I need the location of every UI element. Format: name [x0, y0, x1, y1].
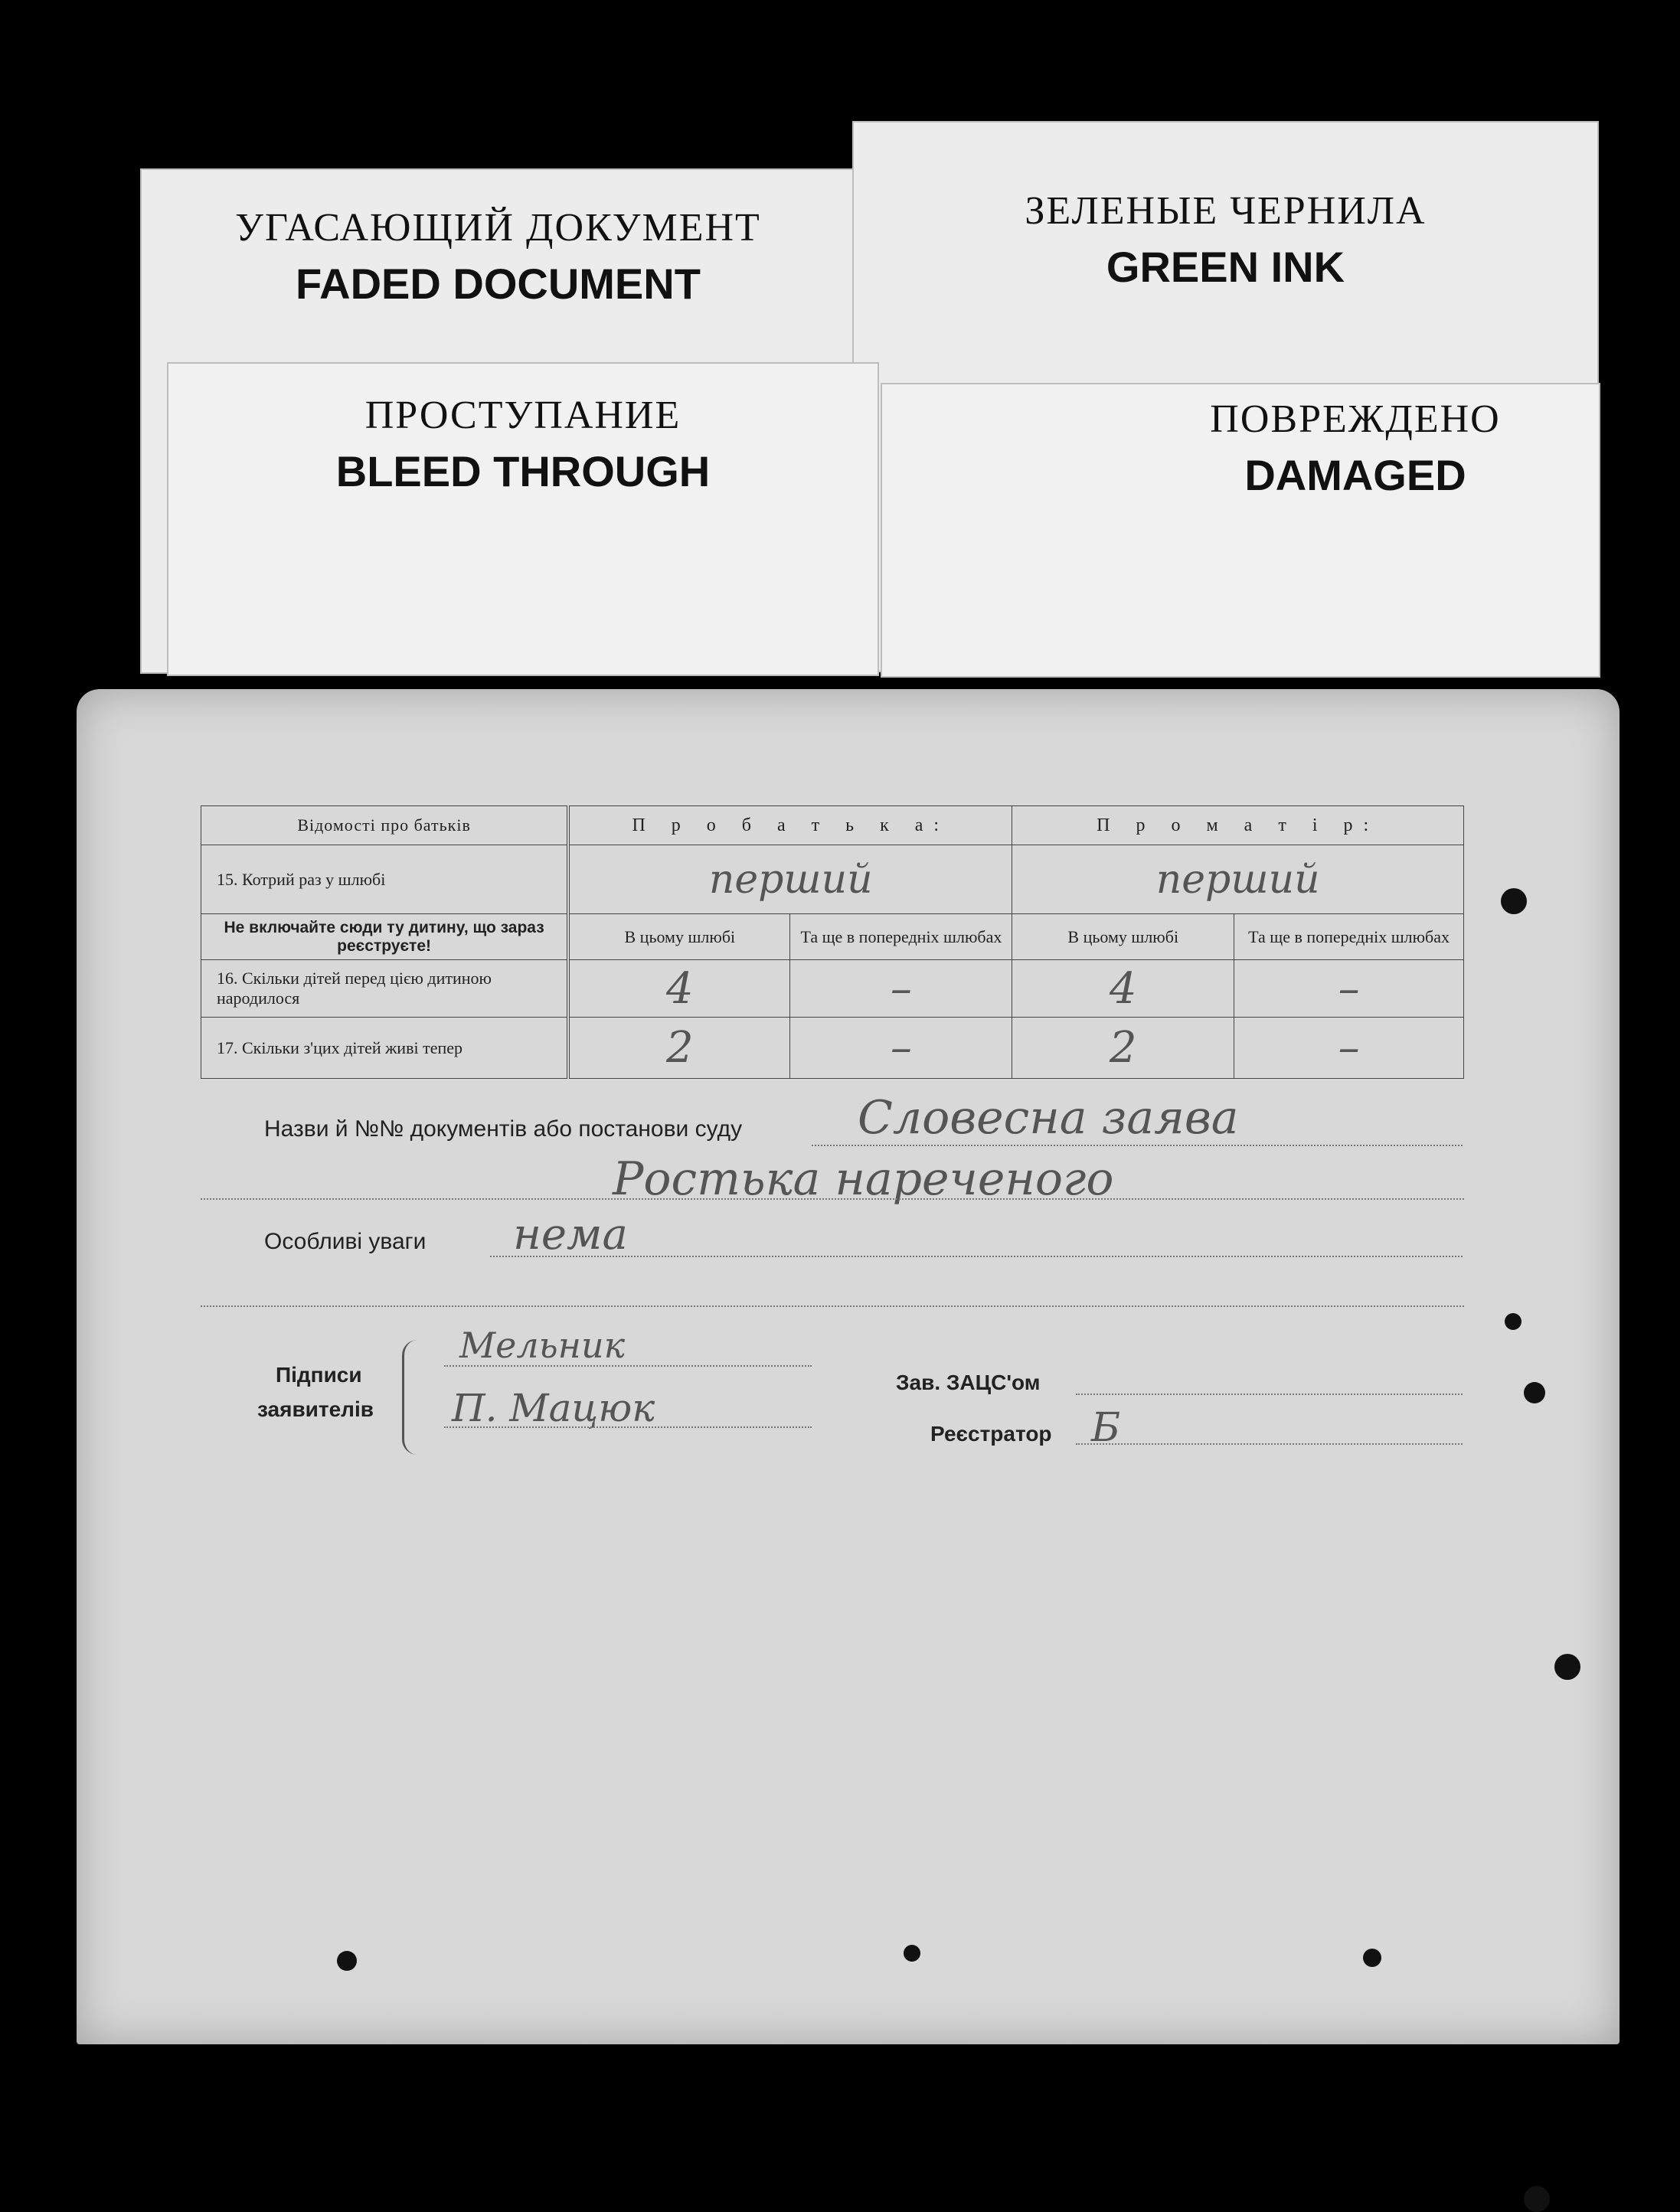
row15-father: перший	[568, 845, 1012, 914]
header-mother: П р о м а т і р:	[1012, 806, 1464, 845]
punch-hole	[1524, 1382, 1545, 1403]
bleed-through-card	[167, 362, 879, 676]
row15-label: 15. Котрий раз у шлюбі	[201, 845, 569, 914]
row17-mother-previous: –	[1234, 1018, 1464, 1079]
notes-value: нема	[513, 1210, 628, 1260]
head-registry-label: Зав. ЗАЦС'ом	[896, 1371, 1041, 1394]
signature-2: П. Мацюк	[452, 1386, 655, 1430]
green-en-label: GREEN INK	[1106, 243, 1345, 291]
head-registry-line	[1076, 1394, 1463, 1395]
row16-mother-previous: –	[1234, 960, 1464, 1018]
damaged-card	[881, 383, 1600, 678]
signature-1: Мельник	[459, 1325, 626, 1366]
table-row	[201, 845, 1464, 914]
faded-ru-label: УГАСАЮЩИЙ ДОКУМЕНТ	[235, 206, 761, 250]
punch-hole	[904, 1945, 920, 1962]
damaged-ru-label: ПОВРЕЖДЕНО	[1210, 397, 1501, 441]
green-ru-label: ЗЕЛЕНЫЕ ЧЕРНИЛА	[1025, 189, 1427, 233]
subheader-mother-previous: Та ще в попередніх шлюбах	[1234, 914, 1464, 960]
row16-father-previous: –	[790, 960, 1012, 1018]
signatures-label-2: заявителів	[257, 1397, 374, 1421]
row16-label: 16. Скільки дітей перед цією дитиною народилося	[201, 960, 569, 1018]
subheader-note: Не включайте сюди ту дитину, що зараз реєструєте!	[201, 914, 569, 960]
signature-line-1	[444, 1365, 812, 1367]
row16-mother-this: 4	[1012, 960, 1234, 1018]
subheader-mother-this: В цьому шлюбі	[1012, 914, 1234, 960]
punch-hole	[1501, 888, 1527, 914]
table-subheader-row	[201, 914, 1464, 960]
table-row	[201, 1018, 1464, 1079]
punch-hole	[337, 1951, 357, 1971]
documents-line-1	[812, 1145, 1463, 1146]
documents-label: Назви й №№ документів або постанови суду	[264, 1116, 743, 1142]
punch-hole	[1524, 2186, 1550, 2212]
documents-value-2: Ростька нареченого	[613, 1152, 1114, 1206]
row17-father-this: 2	[568, 1018, 790, 1079]
subheader-father-this: В цьому шлюбі	[568, 914, 790, 960]
signatures-label-1: Підписи	[276, 1363, 362, 1387]
table-row	[201, 960, 1464, 1018]
documents-line-2	[201, 1198, 1464, 1200]
table-header-row	[201, 806, 1464, 845]
row17-mother-this: 2	[1012, 1018, 1234, 1079]
registrar-label: Реєстратор	[930, 1422, 1052, 1446]
row17-father-previous: –	[790, 1018, 1012, 1079]
header-father: П р о б а т ь к а:	[568, 806, 1012, 845]
notes-line-1	[490, 1256, 1463, 1257]
faded-en-label: FADED DOCUMENT	[296, 260, 701, 308]
notes-line-2	[201, 1305, 1464, 1307]
registrar-signature: Б	[1091, 1405, 1121, 1451]
parents-info-table	[201, 805, 1464, 1079]
bleed-ru-label: ПРОСТУПАНИЕ	[364, 394, 681, 437]
bleed-en-label: BLEED THROUGH	[335, 447, 711, 495]
punch-hole	[1554, 1654, 1580, 1680]
documents-value-1: Словесна заява	[858, 1091, 1239, 1145]
punch-hole	[1505, 1313, 1521, 1330]
row16-father-this: 4	[568, 960, 790, 1018]
damaged-en-label: DAMAGED	[1244, 451, 1466, 499]
header-parents-info: Відомості про батьків	[201, 806, 569, 845]
punch-hole	[1363, 1949, 1381, 1967]
signatures-brace	[402, 1340, 420, 1455]
signature-line-2	[444, 1426, 812, 1428]
notes-label: Особливі уваги	[264, 1229, 427, 1254]
subheader-father-previous: Та ще в попередніх шлюбах	[790, 914, 1012, 960]
row17-label: 17. Скільки з'цих дітей живі тепер	[201, 1018, 569, 1079]
registrar-line	[1076, 1443, 1463, 1445]
row15-mother: перший	[1012, 845, 1464, 914]
